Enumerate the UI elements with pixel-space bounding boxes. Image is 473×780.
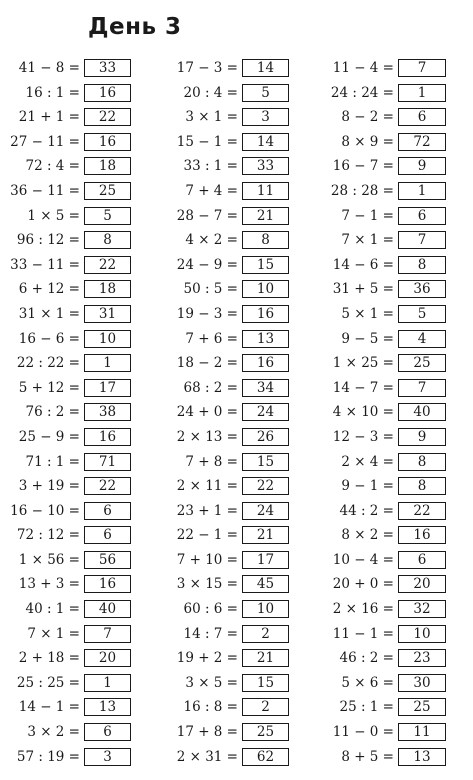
exercise-row [158,278,316,300]
answer-box[interactable]: 20 [398,575,446,593]
exercise-row [0,524,158,546]
exercise-expression: 2 × 13 = [176,428,238,445]
exercise-row [316,721,473,743]
exercise-expression: 1 × 5 = [27,207,80,224]
answer-box[interactable]: 10 [398,625,446,643]
answer-box[interactable]: 18 [84,157,131,175]
exercise-row [158,500,316,522]
answer-box[interactable]: 6 [398,108,446,126]
exercise-row [316,377,473,399]
answer-box[interactable]: 7 [84,625,131,643]
exercise-expression: 6 + 12 = [18,281,80,298]
answer-box[interactable]: 23 [398,649,446,667]
exercise-expression: 41 − 8 = [18,60,80,76]
exercise-expression: 9 − 1 = [341,478,394,495]
exercise-expression: 17 − 3 = [176,60,238,76]
answer-box[interactable]: 6 [84,723,131,741]
exercise-row [0,57,158,79]
exercise-expression: 72 : 12 = [16,527,80,544]
exercise-expression: 18 − 2 = [176,355,238,372]
answer-box[interactable]: 24 [242,403,289,421]
answer-box[interactable]: 18 [84,280,131,298]
exercise-row [316,549,473,571]
exercise-row [0,82,158,104]
exercise-expression: 7 + 8 = [185,453,238,470]
answer-box[interactable]: 21 [242,207,289,225]
answer-box[interactable]: 3 [84,748,131,766]
exercise-row [0,426,158,448]
answer-box[interactable]: 8 [84,231,131,249]
exercise-expression: 28 : 28 = [330,182,394,199]
exercise-row [316,451,473,473]
exercise-column-1 [0,57,158,770]
answer-box[interactable]: 1 [398,84,446,102]
exercise-expression: 2 × 31 = [176,748,238,765]
exercise-row [0,721,158,743]
exercise-row [0,401,158,423]
answer-box[interactable]: 1 [84,674,131,692]
exercise-expression: 20 : 4 = [183,84,238,101]
exercise-expression: 8 × 2 = [341,527,394,544]
answer-box[interactable]: 11 [242,182,289,200]
answer-box[interactable]: 22 [84,108,131,126]
exercise-expression: 19 − 3 = [176,305,238,322]
exercise-row [0,254,158,276]
answer-box[interactable]: 5 [242,84,289,102]
exercise-expression: 24 + 0 = [176,404,238,421]
exercise-expression: 76 : 2 = [25,404,80,421]
exercise-row [316,500,473,522]
answer-box[interactable]: 17 [84,379,131,397]
exercise-row [316,672,473,694]
exercise-expression: 44 : 2 = [339,502,394,519]
exercise-row [0,672,158,694]
exercise-row [158,524,316,546]
exercise-expression: 2 + 18 = [18,650,80,667]
exercise-row [158,647,316,669]
answer-box[interactable]: 31 [84,305,131,323]
answer-box[interactable]: 10 [242,600,289,618]
exercise-row [316,475,473,497]
exercise-expression: 60 : 6 = [183,601,238,618]
exercise-row [0,647,158,669]
exercise-expression: 31 + 5 = [332,281,394,298]
exercise-expression: 2 × 16 = [332,601,394,618]
answer-box[interactable]: 13 [398,748,446,766]
exercise-expression: 19 + 2 = [176,650,238,667]
exercise-row [158,401,316,423]
exercise-expression: 12 − 3 = [332,428,394,445]
answer-box[interactable]: 15 [242,453,289,471]
answer-box[interactable]: 13 [84,698,131,716]
answer-box[interactable]: 16 [398,526,446,544]
answer-box[interactable]: 16 [242,305,289,323]
exercise-expression: 5 × 6 = [341,674,394,691]
answer-box[interactable]: 15 [242,256,289,274]
exercise-expression: 50 : 5 = [183,281,238,298]
exercise-row [0,451,158,473]
answer-box[interactable]: 14 [242,59,289,77]
answer-box[interactable]: 22 [398,502,446,520]
exercise-row [158,377,316,399]
exercise-expression: 16 − 7 = [332,158,394,175]
answer-box[interactable]: 9 [398,428,446,446]
exercise-expression: 96 : 12 = [16,232,80,249]
answer-box[interactable]: 71 [84,453,131,471]
exercise-row [316,401,473,423]
answer-box[interactable]: 16 [84,84,131,102]
exercise-expression: 7 + 10 = [176,551,238,568]
exercise-row [0,131,158,153]
exercise-column-3 [316,57,473,770]
answer-box[interactable]: 22 [242,477,289,495]
exercise-row [158,696,316,718]
answer-box[interactable]: 6 [398,551,446,569]
exercise-row [158,82,316,104]
exercise-row [0,696,158,718]
answer-box[interactable]: 5 [398,305,446,323]
exercise-expression: 33 − 11 = [10,256,80,273]
answer-box[interactable]: 2 [242,698,289,716]
exercise-row [0,377,158,399]
exercise-row [316,696,473,718]
answer-box[interactable]: 25 [242,723,289,741]
exercise-row [0,155,158,177]
exercise-row [0,623,158,645]
exercise-expression: 16 − 10 = [10,502,80,519]
exercise-row [316,205,473,227]
answer-box[interactable]: 20 [84,649,131,667]
answer-box[interactable]: 8 [398,477,446,495]
exercise-expression: 22 − 1 = [176,527,238,544]
exercise-expression: 3 × 15 = [176,576,238,593]
exercise-row [316,57,473,79]
exercise-expression: 36 − 11 = [10,182,80,199]
exercise-expression: 7 × 1 = [27,625,80,642]
exercise-expression: 22 : 22 = [16,355,80,372]
answer-box[interactable]: 8 [398,453,446,471]
exercise-row [0,303,158,325]
answer-box[interactable]: 25 [84,182,131,200]
answer-box[interactable]: 16 [84,575,131,593]
exercise-expression: 5 + 12 = [18,379,80,396]
exercise-row [316,82,473,104]
exercise-row [316,106,473,128]
answer-box[interactable]: 3 [242,108,289,126]
answer-box[interactable]: 10 [84,330,131,348]
answer-box[interactable]: 11 [398,723,446,741]
exercise-row [316,155,473,177]
exercise-row [316,426,473,448]
answer-box[interactable]: 5 [84,207,131,225]
exercise-expression: 8 + 5 = [341,748,394,765]
exercise-expression: 16 − 6 = [18,330,80,347]
exercise-expression: 11 − 1 = [332,625,394,642]
exercise-row [0,205,158,227]
answer-box[interactable]: 36 [398,280,446,298]
exercise-row [158,352,316,374]
exercise-expression: 3 × 2 = [27,724,80,741]
exercise-expression: 57 : 19 = [16,748,80,765]
exercise-row [0,549,158,571]
exercise-expression: 25 : 25 = [16,674,80,691]
exercise-row [158,721,316,743]
exercise-expression: 3 × 1 = [185,109,238,126]
exercise-expression: 7 × 1 = [341,232,394,249]
exercise-expression: 2 × 11 = [176,478,238,495]
exercise-expression: 4 × 10 = [332,404,394,421]
answer-box[interactable]: 25 [398,698,446,716]
exercise-row [316,328,473,350]
exercise-row [158,254,316,276]
exercise-expression: 25 − 9 = [18,428,80,445]
exercise-row [316,131,473,153]
exercise-row [158,475,316,497]
exercise-row [158,205,316,227]
answer-box[interactable]: 9 [398,157,446,175]
answer-box[interactable]: 6 [398,207,446,225]
answer-box[interactable]: 16 [84,133,131,151]
exercise-row [158,426,316,448]
exercise-expression: 9 − 5 = [341,330,394,347]
exercise-row [0,278,158,300]
exercise-row [158,303,316,325]
answer-box[interactable]: 13 [242,330,289,348]
answer-box[interactable]: 32 [398,600,446,618]
exercise-expression: 46 : 2 = [339,650,394,667]
answer-box[interactable]: 7 [398,379,446,397]
answer-box[interactable]: 7 [398,59,446,77]
exercise-expression: 40 : 1 = [25,601,80,618]
exercise-row [158,623,316,645]
answer-box[interactable]: 22 [84,256,131,274]
exercise-row [158,155,316,177]
answer-box[interactable]: 16 [84,428,131,446]
exercise-row [316,598,473,620]
answer-box[interactable]: 10 [242,280,289,298]
exercise-row [0,598,158,620]
exercise-expression: 5 × 1 = [341,305,394,322]
answer-box[interactable]: 72 [398,133,446,151]
exercise-expression: 7 − 1 = [341,207,394,224]
exercise-expression: 8 − 2 = [341,109,394,126]
exercise-expression: 16 : 1 = [25,84,80,101]
exercise-expression: 68 : 2 = [183,379,238,396]
answer-box[interactable]: 17 [242,551,289,569]
exercise-row [0,746,158,768]
answer-box[interactable]: 56 [84,551,131,569]
exercise-row [316,180,473,202]
exercise-expression: 33 : 1 = [183,158,238,175]
exercise-row [158,229,316,251]
exercise-row [158,573,316,595]
exercise-row [316,623,473,645]
answer-box[interactable]: 2 [242,625,289,643]
exercise-row [0,352,158,374]
exercise-expression: 14 − 1 = [18,699,80,716]
answer-box[interactable]: 62 [242,748,289,766]
exercise-expression: 1 × 56 = [18,551,80,568]
answer-box[interactable]: 25 [398,354,446,372]
answer-box[interactable]: 33 [242,157,289,175]
exercise-expression: 24 − 9 = [176,256,238,273]
exercise-expression: 25 : 1 = [339,699,394,716]
answer-box[interactable]: 33 [84,59,131,77]
exercise-row [0,180,158,202]
exercise-row [0,500,158,522]
exercise-expression: 7 + 6 = [185,330,238,347]
answer-box[interactable]: 38 [84,403,131,421]
exercise-expression: 13 + 3 = [18,576,80,593]
answer-box[interactable]: 16 [242,354,289,372]
exercise-expression: 71 : 1 = [25,453,80,470]
exercise-expression: 31 × 1 = [18,305,80,322]
exercise-expression: 14 − 7 = [332,379,394,396]
exercise-expression: 15 − 1 = [176,133,238,150]
answer-box[interactable]: 45 [242,575,289,593]
answer-box[interactable]: 1 [84,354,131,372]
answer-box[interactable]: 24 [242,502,289,520]
exercise-row [0,573,158,595]
exercise-expression: 2 × 4 = [341,453,394,470]
answer-box[interactable]: 6 [84,526,131,544]
answer-box[interactable]: 6 [84,502,131,520]
exercise-row [158,598,316,620]
exercise-row [0,229,158,251]
exercise-row [158,672,316,694]
exercise-expression: 3 + 19 = [18,478,80,495]
exercise-expression: 24 : 24 = [330,84,394,101]
exercise-expression: 1 × 25 = [332,355,394,372]
answer-box[interactable]: 7 [398,231,446,249]
answer-box[interactable]: 8 [242,231,289,249]
exercise-expression: 27 − 11 = [10,133,80,150]
exercise-row [158,328,316,350]
exercise-expression: 17 + 8 = [176,724,238,741]
exercise-row [316,352,473,374]
answer-box[interactable]: 21 [242,649,289,667]
exercise-row [316,303,473,325]
answer-box[interactable]: 40 [84,600,131,618]
exercise-expression: 11 − 0 = [332,724,394,741]
exercise-expression: 11 − 4 = [332,60,394,76]
answer-box[interactable]: 22 [84,477,131,495]
exercise-row [158,106,316,128]
exercise-row [0,475,158,497]
exercise-row [316,524,473,546]
exercise-expression: 28 − 7 = [176,207,238,224]
exercise-row [316,278,473,300]
exercise-row [316,573,473,595]
exercise-row [158,549,316,571]
exercise-expression: 3 × 5 = [185,674,238,691]
exercise-row [0,328,158,350]
exercise-expression: 14 : 7 = [183,625,238,642]
exercise-expression: 8 × 9 = [341,133,394,150]
answer-box[interactable]: 8 [398,256,446,274]
answer-box[interactable]: 1 [398,182,446,200]
answer-box[interactable]: 34 [242,379,289,397]
answer-box[interactable]: 26 [242,428,289,446]
exercise-row [316,229,473,251]
answer-box[interactable]: 21 [242,526,289,544]
exercise-row [158,451,316,473]
exercise-row [316,254,473,276]
exercise-expression: 14 − 6 = [332,256,394,273]
exercise-expression: 20 + 0 = [332,576,394,593]
exercise-expression: 7 + 4 = [185,182,238,199]
exercise-expression: 23 + 1 = [176,502,238,519]
exercise-expression: 10 − 4 = [332,551,394,568]
exercise-expression: 16 : 8 = [183,699,238,716]
answer-box[interactable]: 14 [242,133,289,151]
exercise-expression: 21 + 1 = [18,109,80,126]
exercise-expression: 4 × 2 = [185,232,238,249]
exercise-column-2 [158,57,316,770]
exercise-expression: 72 : 4 = [25,158,80,175]
exercise-row [0,106,158,128]
answer-box[interactable]: 30 [398,674,446,692]
exercise-row [316,746,473,768]
exercise-row [158,57,316,79]
answer-box[interactable]: 15 [242,674,289,692]
answer-box[interactable]: 4 [398,330,446,348]
exercise-row [158,746,316,768]
exercise-row [316,647,473,669]
page-title: День 3 [88,14,182,40]
exercise-row [158,131,316,153]
exercise-row [158,180,316,202]
answer-box[interactable]: 40 [398,403,446,421]
